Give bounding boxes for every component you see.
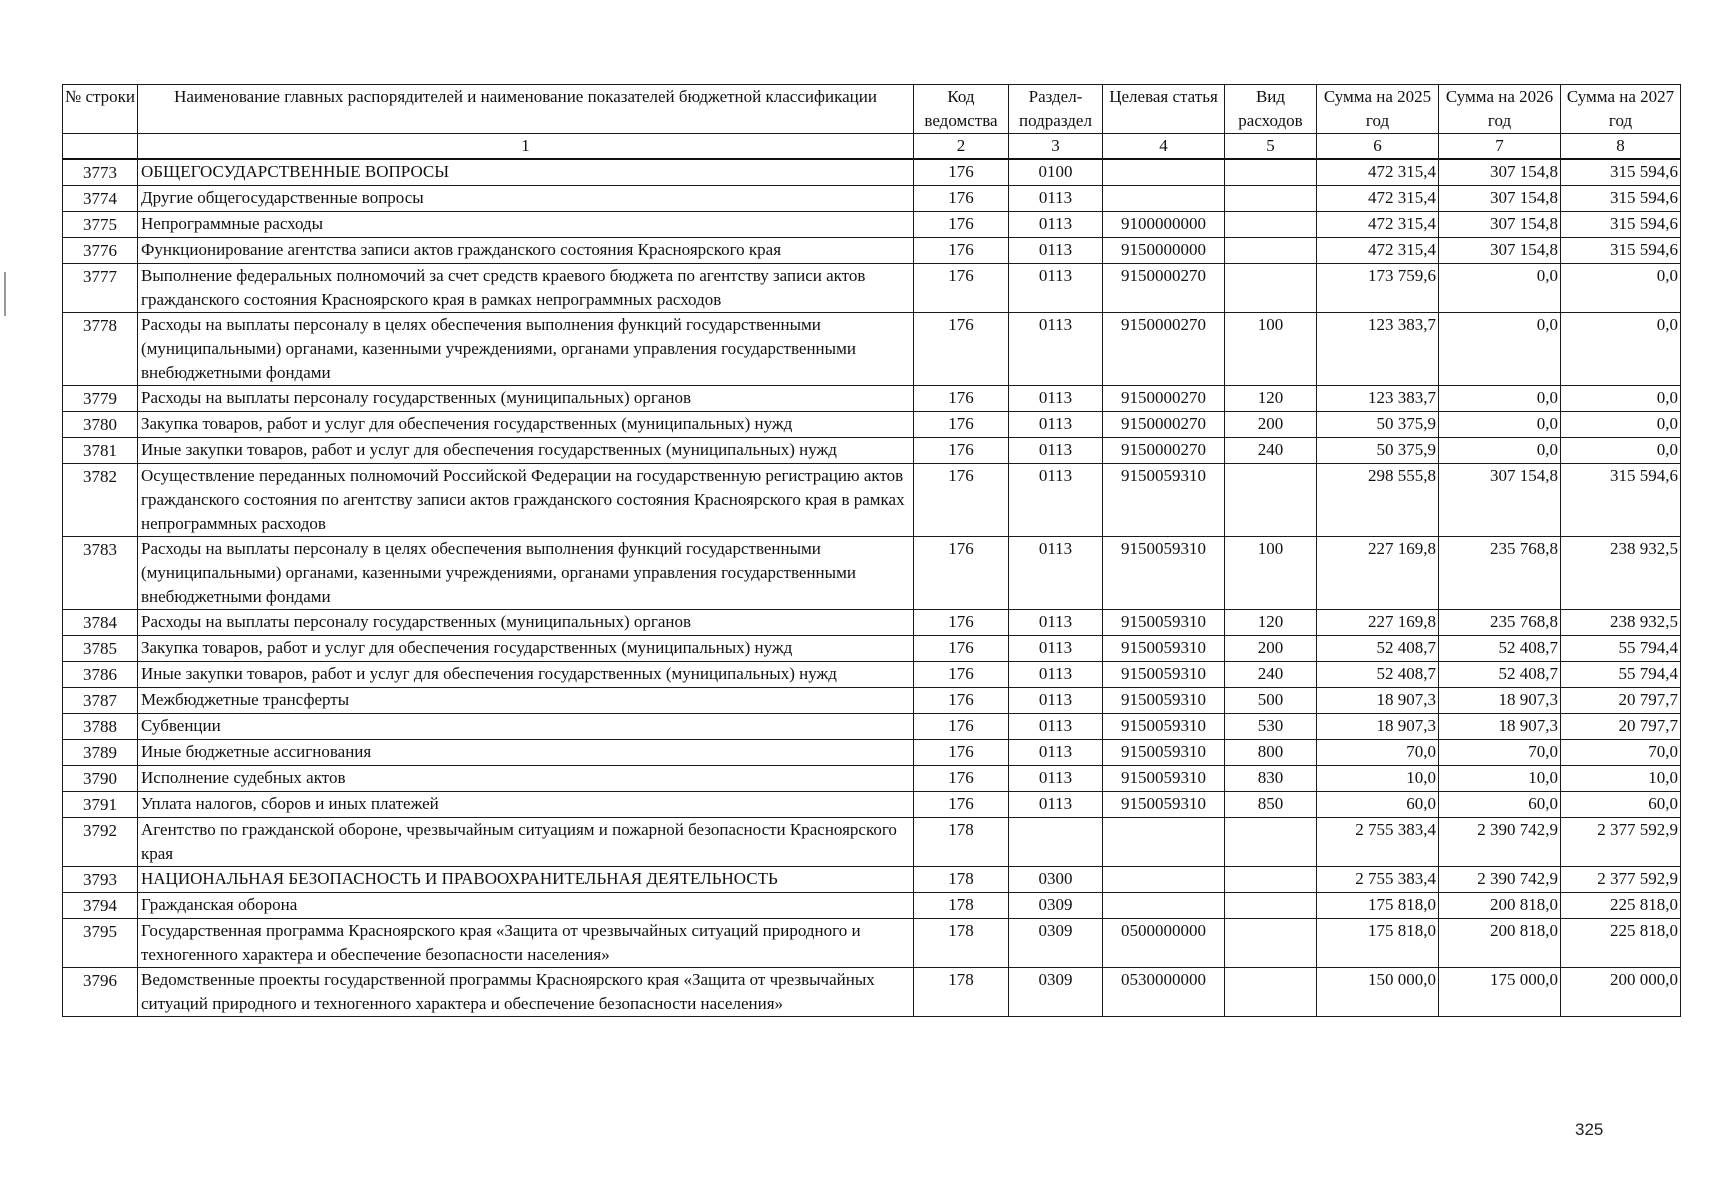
table-row [63, 438, 1681, 464]
row-expense-type: 100 [1225, 537, 1317, 610]
row-name: Непрограммные расходы [138, 212, 914, 238]
row-expense-type [1225, 818, 1317, 867]
table-row [63, 186, 1681, 212]
row-sum-2025: 60,0 [1317, 792, 1439, 818]
row-section: 0113 [1009, 238, 1103, 264]
table-row [63, 636, 1681, 662]
row-number: 3779 [63, 386, 138, 412]
row-target-article: 9100000000 [1103, 212, 1225, 238]
row-sum-2027: 0,0 [1561, 264, 1681, 313]
row-department-code: 176 [914, 212, 1009, 238]
row-sum-2025: 123 383,7 [1317, 313, 1439, 386]
row-sum-2025: 123 383,7 [1317, 386, 1439, 412]
row-sum-2025: 52 408,7 [1317, 662, 1439, 688]
row-number: 3776 [63, 238, 138, 264]
row-target-article [1103, 867, 1225, 893]
row-sum-2025: 52 408,7 [1317, 636, 1439, 662]
row-target-article: 9150059310 [1103, 537, 1225, 610]
row-section: 0113 [1009, 464, 1103, 537]
row-section: 0309 [1009, 968, 1103, 1017]
row-section: 0113 [1009, 386, 1103, 412]
row-sum-2026: 18 907,3 [1439, 688, 1561, 714]
row-sum-2027: 315 594,6 [1561, 186, 1681, 212]
row-name: Закупка товаров, работ и услуг для обеспечения государственных (муниципальных) нужд [138, 636, 914, 662]
row-section: 0113 [1009, 412, 1103, 438]
row-number: 3788 [63, 714, 138, 740]
row-name: Выполнение федеральных полномочий за счет средств краевого бюджета по агентству записи актов гражданского состояния Красноярского края в рамках непрограммных расходов [138, 264, 914, 313]
row-target-article: 9150000270 [1103, 412, 1225, 438]
row-section: 0113 [1009, 537, 1103, 610]
row-number: 3780 [63, 412, 138, 438]
row-section: 0113 [1009, 662, 1103, 688]
header-number-cell: 5 [1225, 134, 1317, 160]
row-sum-2026: 0,0 [1439, 438, 1561, 464]
table-row [63, 412, 1681, 438]
header-sum-2027: Сумма на 2027 год [1561, 85, 1681, 134]
row-expense-type: 530 [1225, 714, 1317, 740]
row-number: 3784 [63, 610, 138, 636]
row-expense-type: 830 [1225, 766, 1317, 792]
row-section: 0113 [1009, 740, 1103, 766]
row-name: Субвенции [138, 714, 914, 740]
header-number-cell [63, 134, 138, 160]
row-target-article: 9150059310 [1103, 464, 1225, 537]
row-target-article [1103, 186, 1225, 212]
row-sum-2027: 70,0 [1561, 740, 1681, 766]
row-target-article [1103, 818, 1225, 867]
table-row [63, 662, 1681, 688]
row-sum-2027: 315 594,6 [1561, 464, 1681, 537]
row-department-code: 176 [914, 159, 1009, 186]
row-sum-2027: 2 377 592,9 [1561, 818, 1681, 867]
row-expense-type: 240 [1225, 438, 1317, 464]
row-name: Расходы на выплаты персоналу в целях обеспечения выполнения функций государственными (муниципальными) органами, казенными учреждениями, органами управления государственными внебюджетными фондами [138, 313, 914, 386]
table-row [63, 264, 1681, 313]
row-expense-type: 800 [1225, 740, 1317, 766]
row-sum-2025: 472 315,4 [1317, 212, 1439, 238]
row-sum-2027: 2 377 592,9 [1561, 867, 1681, 893]
row-name: Расходы на выплаты персоналу государственных (муниципальных) органов [138, 610, 914, 636]
row-target-article: 9150000270 [1103, 313, 1225, 386]
row-name: Расходы на выплаты персоналу государственных (муниципальных) органов [138, 386, 914, 412]
row-number: 3793 [63, 867, 138, 893]
row-name: Иные закупки товаров, работ и услуг для обеспечения государственных (муниципальных) нужд [138, 438, 914, 464]
row-sum-2027: 60,0 [1561, 792, 1681, 818]
row-sum-2025: 70,0 [1317, 740, 1439, 766]
row-number: 3791 [63, 792, 138, 818]
row-target-article: 9150000000 [1103, 238, 1225, 264]
row-sum-2027: 20 797,7 [1561, 688, 1681, 714]
row-section: 0113 [1009, 688, 1103, 714]
row-target-article: 9150059310 [1103, 688, 1225, 714]
table-row [63, 968, 1681, 1017]
table-row [63, 714, 1681, 740]
row-section: 0113 [1009, 313, 1103, 386]
row-target-article: 9150059310 [1103, 766, 1225, 792]
row-sum-2026: 307 154,8 [1439, 159, 1561, 186]
row-target-article: 9150000270 [1103, 264, 1225, 313]
row-department-code: 176 [914, 740, 1009, 766]
row-sum-2026: 70,0 [1439, 740, 1561, 766]
row-sum-2026: 10,0 [1439, 766, 1561, 792]
row-sum-2025: 2 755 383,4 [1317, 818, 1439, 867]
row-target-article: 9150059310 [1103, 662, 1225, 688]
row-target-article [1103, 893, 1225, 919]
row-name: Другие общегосударственные вопросы [138, 186, 914, 212]
row-sum-2026: 0,0 [1439, 264, 1561, 313]
table-row [63, 386, 1681, 412]
table-row [63, 792, 1681, 818]
row-number: 3790 [63, 766, 138, 792]
row-number: 3775 [63, 212, 138, 238]
row-sum-2025: 150 000,0 [1317, 968, 1439, 1017]
row-expense-type: 120 [1225, 610, 1317, 636]
row-department-code: 176 [914, 766, 1009, 792]
row-department-code: 176 [914, 264, 1009, 313]
row-sum-2027: 10,0 [1561, 766, 1681, 792]
budget-table [62, 84, 1681, 1017]
table-row [63, 537, 1681, 610]
row-sum-2027: 238 932,5 [1561, 537, 1681, 610]
row-department-code: 176 [914, 412, 1009, 438]
row-department-code: 178 [914, 919, 1009, 968]
row-department-code: 176 [914, 714, 1009, 740]
table-row [63, 867, 1681, 893]
row-sum-2026: 2 390 742,9 [1439, 867, 1561, 893]
row-name: Закупка товаров, работ и услуг для обеспечения государственных (муниципальных) нужд [138, 412, 914, 438]
row-sum-2025: 175 818,0 [1317, 893, 1439, 919]
row-department-code: 176 [914, 537, 1009, 610]
table-row [63, 919, 1681, 968]
row-department-code: 176 [914, 386, 1009, 412]
row-expense-type: 240 [1225, 662, 1317, 688]
header-row-number: № строки [63, 85, 138, 134]
row-number: 3785 [63, 636, 138, 662]
table-row [63, 893, 1681, 919]
row-sum-2025: 2 755 383,4 [1317, 867, 1439, 893]
row-expense-type [1225, 212, 1317, 238]
table-body [63, 159, 1681, 1017]
row-section: 0113 [1009, 766, 1103, 792]
row-name: Гражданская оборона [138, 893, 914, 919]
row-name: Агентство по гражданской обороне, чрезвычайным ситуациям и пожарной безопасности Красноярского края [138, 818, 914, 867]
row-expense-type [1225, 893, 1317, 919]
row-name: Исполнение судебных актов [138, 766, 914, 792]
row-section: 0113 [1009, 610, 1103, 636]
row-section: 0300 [1009, 867, 1103, 893]
row-department-code: 178 [914, 968, 1009, 1017]
row-sum-2027: 238 932,5 [1561, 610, 1681, 636]
row-number: 3778 [63, 313, 138, 386]
row-sum-2025: 18 907,3 [1317, 688, 1439, 714]
row-department-code: 178 [914, 818, 1009, 867]
page-number: 325 [1575, 1120, 1604, 1139]
row-number: 3795 [63, 919, 138, 968]
row-sum-2026: 52 408,7 [1439, 662, 1561, 688]
row-sum-2026: 60,0 [1439, 792, 1561, 818]
row-section: 0100 [1009, 159, 1103, 186]
row-target-article: 0500000000 [1103, 919, 1225, 968]
header-number-cell: 4 [1103, 134, 1225, 160]
row-sum-2026: 235 768,8 [1439, 537, 1561, 610]
row-sum-2025: 50 375,9 [1317, 438, 1439, 464]
row-department-code: 178 [914, 867, 1009, 893]
row-sum-2027: 0,0 [1561, 313, 1681, 386]
row-number: 3774 [63, 186, 138, 212]
row-expense-type: 120 [1225, 386, 1317, 412]
row-target-article: 9150000270 [1103, 386, 1225, 412]
row-section [1009, 818, 1103, 867]
row-name: Осуществление переданных полномочий Российской Федерации на государственную регистрацию актов гражданского состояния по агентству записи актов гражданского состояния Красноярского края в рамках непрограммных расходов [138, 464, 914, 537]
table-header-row [63, 85, 1681, 134]
row-sum-2025: 227 169,8 [1317, 537, 1439, 610]
row-expense-type: 200 [1225, 636, 1317, 662]
row-sum-2026: 307 154,8 [1439, 186, 1561, 212]
row-expense-type: 200 [1225, 412, 1317, 438]
header-sum-2026: Сумма на 2026 год [1439, 85, 1561, 134]
row-target-article: 9150059310 [1103, 792, 1225, 818]
table-row [63, 313, 1681, 386]
row-name: Расходы на выплаты персоналу в целях обеспечения выполнения функций государственными (муниципальными) органами, казенными учреждениями, органами управления государственными внебюджетными фондами [138, 537, 914, 610]
row-target-article: 9150059310 [1103, 636, 1225, 662]
row-section: 0113 [1009, 264, 1103, 313]
row-sum-2025: 173 759,6 [1317, 264, 1439, 313]
row-sum-2025: 18 907,3 [1317, 714, 1439, 740]
table-row [63, 159, 1681, 186]
row-expense-type [1225, 464, 1317, 537]
header-expense-type: Вид расходов [1225, 85, 1317, 134]
row-expense-type [1225, 238, 1317, 264]
row-sum-2027: 200 000,0 [1561, 968, 1681, 1017]
scan-artifact-line [4, 272, 6, 316]
row-name: Функционирование агентства записи актов гражданского состояния Красноярского края [138, 238, 914, 264]
row-department-code: 176 [914, 610, 1009, 636]
row-name: Уплата налогов, сборов и иных платежей [138, 792, 914, 818]
table-row [63, 818, 1681, 867]
row-name: Ведомственные проекты государственной программы Красноярского края «Защита от чрезвычайных ситуаций природного и техногенного характера и обеспечение безопасности населения» [138, 968, 914, 1017]
row-department-code: 176 [914, 438, 1009, 464]
row-number: 3786 [63, 662, 138, 688]
row-name: Иные бюджетные ассигнования [138, 740, 914, 766]
row-sum-2027: 315 594,6 [1561, 212, 1681, 238]
row-department-code: 178 [914, 893, 1009, 919]
row-sum-2025: 472 315,4 [1317, 186, 1439, 212]
row-expense-type: 100 [1225, 313, 1317, 386]
row-number: 3781 [63, 438, 138, 464]
row-sum-2027: 0,0 [1561, 412, 1681, 438]
row-sum-2026: 0,0 [1439, 313, 1561, 386]
row-number: 3796 [63, 968, 138, 1017]
row-name: Межбюджетные трансферты [138, 688, 914, 714]
header-number-cell: 1 [138, 134, 914, 160]
row-name: ОБЩЕГОСУДАРСТВЕННЫЕ ВОПРОСЫ [138, 159, 914, 186]
row-expense-type [1225, 968, 1317, 1017]
header-department-code: Код ведомства [914, 85, 1009, 134]
header-name: Наименование главных распорядителей и наименование показателей бюджетной классификации [138, 85, 914, 134]
header-number-cell: 3 [1009, 134, 1103, 160]
row-name: Иные закупки товаров, работ и услуг для обеспечения государственных (муниципальных) нужд [138, 662, 914, 688]
row-sum-2027: 315 594,6 [1561, 238, 1681, 264]
row-number: 3783 [63, 537, 138, 610]
row-sum-2026: 2 390 742,9 [1439, 818, 1561, 867]
table-row [63, 212, 1681, 238]
row-sum-2026: 200 818,0 [1439, 919, 1561, 968]
row-sum-2027: 225 818,0 [1561, 893, 1681, 919]
row-section: 0113 [1009, 186, 1103, 212]
row-section: 0309 [1009, 919, 1103, 968]
row-sum-2026: 175 000,0 [1439, 968, 1561, 1017]
row-sum-2026: 200 818,0 [1439, 893, 1561, 919]
row-department-code: 176 [914, 636, 1009, 662]
header-target-article: Целевая статья [1103, 85, 1225, 134]
row-section: 0113 [1009, 792, 1103, 818]
row-department-code: 176 [914, 313, 1009, 386]
row-expense-type [1225, 867, 1317, 893]
table-row [63, 610, 1681, 636]
row-expense-type [1225, 919, 1317, 968]
row-name: НАЦИОНАЛЬНАЯ БЕЗОПАСНОСТЬ И ПРАВООХРАНИТЕЛЬНАЯ ДЕЯТЕЛЬНОСТЬ [138, 867, 914, 893]
row-department-code: 176 [914, 238, 1009, 264]
row-number: 3777 [63, 264, 138, 313]
table-row [63, 238, 1681, 264]
row-section: 0113 [1009, 636, 1103, 662]
row-target-article [1103, 159, 1225, 186]
row-name: Государственная программа Красноярского края «Защита от чрезвычайных ситуаций природного и техногенного характера и обеспечение безопасности населения» [138, 919, 914, 968]
row-sum-2027: 20 797,7 [1561, 714, 1681, 740]
header-section: Раздел-подраздел [1009, 85, 1103, 134]
row-expense-type [1225, 186, 1317, 212]
table-row [63, 766, 1681, 792]
table-row [63, 688, 1681, 714]
row-number: 3794 [63, 893, 138, 919]
row-sum-2027: 315 594,6 [1561, 159, 1681, 186]
row-target-article: 9150059310 [1103, 714, 1225, 740]
row-number: 3787 [63, 688, 138, 714]
row-sum-2026: 18 907,3 [1439, 714, 1561, 740]
row-expense-type [1225, 264, 1317, 313]
row-department-code: 176 [914, 792, 1009, 818]
row-sum-2026: 307 154,8 [1439, 212, 1561, 238]
row-target-article: 0530000000 [1103, 968, 1225, 1017]
row-expense-type: 500 [1225, 688, 1317, 714]
row-sum-2025: 50 375,9 [1317, 412, 1439, 438]
row-sum-2027: 55 794,4 [1561, 636, 1681, 662]
row-target-article: 9150059310 [1103, 740, 1225, 766]
header-number-cell: 8 [1561, 134, 1681, 160]
row-section: 0309 [1009, 893, 1103, 919]
row-sum-2027: 225 818,0 [1561, 919, 1681, 968]
row-target-article: 9150059310 [1103, 610, 1225, 636]
table-header-numbers-row [63, 134, 1681, 160]
row-expense-type [1225, 159, 1317, 186]
row-sum-2027: 0,0 [1561, 386, 1681, 412]
table-row [63, 464, 1681, 537]
row-sum-2026: 307 154,8 [1439, 238, 1561, 264]
row-sum-2027: 0,0 [1561, 438, 1681, 464]
header-sum-2025: Сумма на 2025 год [1317, 85, 1439, 134]
row-number: 3789 [63, 740, 138, 766]
row-target-article: 9150000270 [1103, 438, 1225, 464]
row-sum-2025: 175 818,0 [1317, 919, 1439, 968]
row-sum-2025: 472 315,4 [1317, 238, 1439, 264]
row-sum-2025: 227 169,8 [1317, 610, 1439, 636]
table-row [63, 740, 1681, 766]
row-sum-2026: 0,0 [1439, 386, 1561, 412]
row-section: 0113 [1009, 714, 1103, 740]
row-expense-type: 850 [1225, 792, 1317, 818]
row-number: 3773 [63, 159, 138, 186]
row-department-code: 176 [914, 464, 1009, 537]
row-number: 3782 [63, 464, 138, 537]
row-number: 3792 [63, 818, 138, 867]
row-sum-2026: 52 408,7 [1439, 636, 1561, 662]
row-department-code: 176 [914, 662, 1009, 688]
row-sum-2025: 10,0 [1317, 766, 1439, 792]
row-sum-2026: 0,0 [1439, 412, 1561, 438]
row-sum-2025: 298 555,8 [1317, 464, 1439, 537]
row-section: 0113 [1009, 212, 1103, 238]
row-sum-2026: 307 154,8 [1439, 464, 1561, 537]
row-department-code: 176 [914, 688, 1009, 714]
header-number-cell: 2 [914, 134, 1009, 160]
row-department-code: 176 [914, 186, 1009, 212]
row-section: 0113 [1009, 438, 1103, 464]
header-number-cell: 6 [1317, 134, 1439, 160]
row-sum-2025: 472 315,4 [1317, 159, 1439, 186]
header-number-cell: 7 [1439, 134, 1561, 160]
row-sum-2027: 55 794,4 [1561, 662, 1681, 688]
row-sum-2026: 235 768,8 [1439, 610, 1561, 636]
